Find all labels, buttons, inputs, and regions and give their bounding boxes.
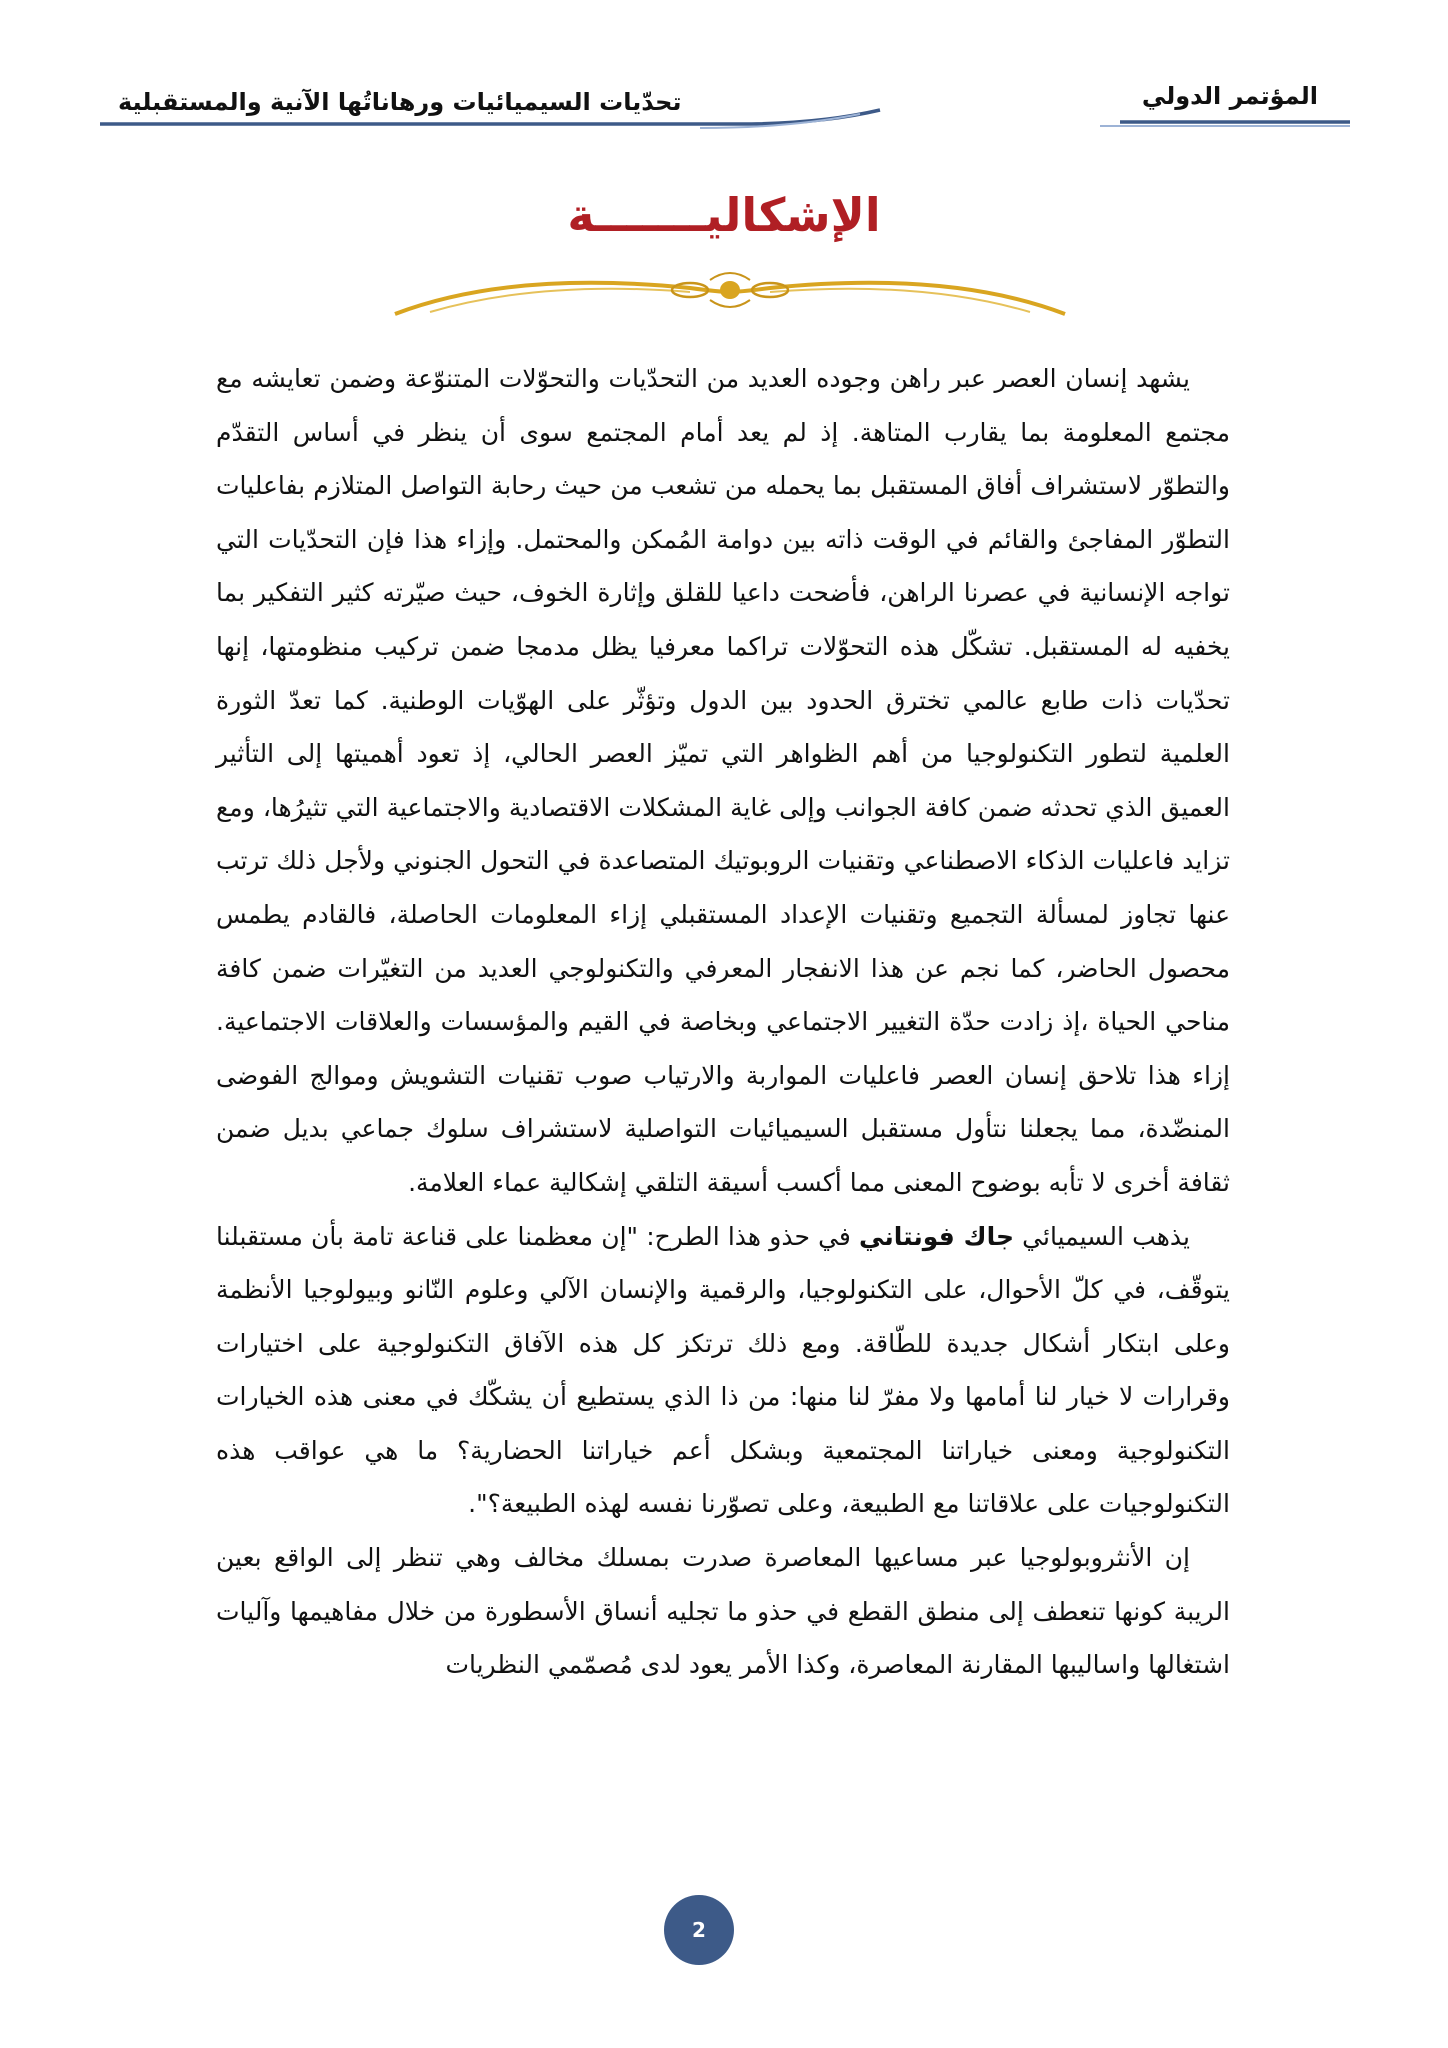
paragraph-text: يشهد إنسان العصر عبر راهن وجوده العديد من التحدّيات والتحوّلات المتنوّعة وضمن تعايشه مع مجتمع المعلومة بما يقارب المتاهة. إذ لم يعد أمام المجتمع سوى أن ينظر في أساس التقدّم والتطوّر لاستشراف أفاق المستقبل بما يحمله من تشعب من حيث رحابة التواصل المتلازم بفاعليات التطوّر المفاجئ والقائم في الوقت ذاته بين دوامة المُمكن والمحتمل. وإزاء هذا فإن التحدّيات التي تواجه الإنسانية في عصرنا الراهن، فأضحت داعيا للقلق وإثارة الخوف، حيث صيّرته كثير التفكير بما يخفيه له المستقبل. تشكّل هذه التحوّلات تراكما معرفيا يظل مدمجا ضمن تركيب منظومتها، إنها تحدّيات ذات طابع عالمي تخترق الحدود بين الدول وتؤثّر على الهوّيات الوطنية. كما تعدّ الثورة العلمية لتطور التكنولوجيا من أهم الظواهر التي تميّز العصر الحالي، إذ تعود أهميتها إلى التأثير العميق الذي تحدثه ضمن كافة الجوانب وإلى غاية المشكلات الاقتصادية والاجتماعية التي تثيرُها، ومع تزايد فاعليات الذكاء الاصطناعي وتقنيات الروبوتيك المتصاعدة في التحول الجنوني ولأجل ذلك ترتب عنها تجاوز لمسألة التجميع وتقنيات الإعداد المستقبلي إزاء المعلومات الحاصلة، فالقادم يطمس محصول الحاضر، كما نجم عن هذا الانفجار المعرفي والتكنولوجي العديد من التغيّرات ضمن كافة مناحي الحياة ،إذ زادت حدّة التغيير الاجتماعي وبخاصة في القيم والمؤسسات والعلاقات الاجتماعية. إزاء هذا تلاحق إنسان العصر فاعليات المواربة والارتياب صوب تقنيات التشويش وموالج الفوضى المنضّدة، مما يجعلنا نتأول مستقبل السيميائيات التواصلية لاستشراف سلوك جماعي بديل ضمن ثقافة أخرى لا تأبه بوضوح المعنى مما أكسب أسيقة التلقي إشكالية عماء العلامة.: [216, 364, 1230, 1197]
paragraph: [216, 1210, 1230, 1532]
header-subject-title: تحدّيات السيميائيات ورهاناتُها الآنية والمستقبلية: [118, 88, 682, 116]
body-text: [216, 352, 1230, 1692]
header-divider-line: [100, 104, 1350, 134]
paragraph: [216, 1531, 1230, 1692]
paragraph-text: يذهب السيميائي: [1014, 1221, 1190, 1251]
page-number-badge: 2: [664, 1895, 734, 1965]
paragraph: [216, 352, 1230, 1210]
paragraph-text: في حذو هذا الطرح: "إن معظمنا على قناعة تامة بأن مستقبلنا يتوقّف، في كلّ الأحوال، على التكنولوجيا، والرقمية والإنسان الآلي وعلوم النّانو وبيولوجيا الأنظمة وعلى ابتكار أشكال جديدة للطّاقة. ومع ذلك ترتكز كل هذه الآفاق التكنولوجية على اختيارات وقرارات لا خيار لنا أمامها ولا مفرّ لنا منها: من ذا الذي يستطيع أن يشكّك في معنى هذه الخيارات التكنولوجية ومعنى خياراتنا المجتمعية وبشكل أعم خياراتنا الحضارية؟ ما هي عواقب هذه التكنولوجيات على علاقاتنا مع الطبيعة، وعلى تصوّرنا نفسه لهذه الطبيعة؟".: [216, 1221, 1230, 1519]
header-conference-title: المؤتمر الدولي: [1141, 82, 1318, 110]
section-title: الإشكاليـــــــة: [567, 188, 881, 242]
title-ornament-divider: [390, 262, 1070, 322]
author-name: جاك فونتاني: [859, 1221, 1014, 1251]
paragraph-text: إن الأنثروبولوجيا عبر مساعيها المعاصرة صدرت بمسلك مخالف وهي تنظر إلى الواقع بعين الريبة كونها تنعطف إلى منطق القطع في حذو ما تجليه أنساق الأسطورة من خلال مفاهيمها وآليات اشتغالها واساليبها المقارنة المعاصرة، وكذا الأمر يعود لدى مُصمّمي النظريات: [216, 1543, 1230, 1680]
